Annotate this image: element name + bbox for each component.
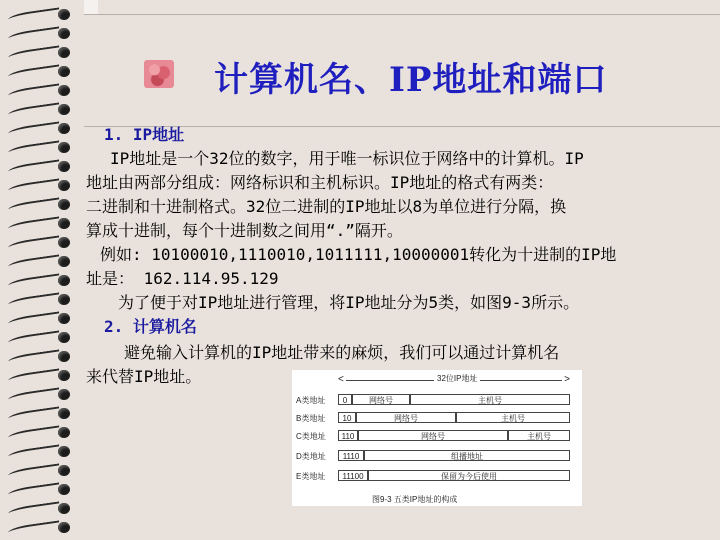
binder-rings xyxy=(0,0,80,540)
arrow-left-icon: < xyxy=(338,374,344,385)
section-1-heading: 1. IP地址 xyxy=(104,125,185,144)
binder-ring-icon xyxy=(8,483,78,497)
section-2-heading: 2. 计算机名 xyxy=(104,317,197,336)
binder-ring-icon xyxy=(8,255,78,269)
binder-ring-icon xyxy=(8,84,78,98)
binder-ring-icon xyxy=(8,388,78,402)
ip-class-figure xyxy=(292,370,582,506)
binder-ring-icon xyxy=(8,198,78,212)
class-d-row: D类地址 1110 组播地址 xyxy=(292,450,582,463)
binder-ring-icon xyxy=(8,274,78,288)
page-corner xyxy=(84,0,98,14)
flower-icon xyxy=(144,60,174,88)
paragraph-line: 例如: 10100010,1110010,1011111,10000001转化为十进制的IP地 xyxy=(100,245,617,264)
bit-width-indicator xyxy=(338,374,570,384)
class-c-row: C类地址 110 网络号 主机号 xyxy=(292,430,582,443)
binder-ring-icon xyxy=(8,103,78,117)
class-b-row: B类地址 10 网络号 主机号 xyxy=(292,412,582,425)
paragraph-line: 来代替IP地址。 xyxy=(86,367,202,386)
binder-ring-icon xyxy=(8,46,78,60)
binder-ring-icon xyxy=(8,122,78,136)
binder-ring-icon xyxy=(8,217,78,231)
binder-ring-icon xyxy=(8,369,78,383)
paragraph-line: IP地址是一个32位的数字，用于唯一标识位于网络中的计算机。IP xyxy=(110,149,584,168)
binder-ring-icon xyxy=(8,350,78,364)
paragraph-line: 为了便于对IP地址进行管理，将IP地址分为5类，如图9-3所示。 xyxy=(118,293,580,312)
arrow-right-icon: > xyxy=(564,374,570,385)
binder-ring-icon xyxy=(8,141,78,155)
binder-ring-icon xyxy=(8,160,78,174)
binder-ring-icon xyxy=(8,65,78,79)
binder-ring-icon xyxy=(8,236,78,250)
binder-ring-icon xyxy=(8,331,78,345)
binder-ring-icon xyxy=(8,312,78,326)
paragraph-line: 二进制和十进制格式。32位二进制的IP地址以8为单位进行分隔，换 xyxy=(86,197,567,216)
binder-ring-icon xyxy=(8,445,78,459)
paragraph-line: 地址由两部分组成：网络标识和主机标识。IP地址的格式有两类： xyxy=(86,173,554,192)
binder-ring-icon xyxy=(8,293,78,307)
paragraph-line: 避免输入计算机的IP地址带来的麻烦，我们可以通过计算机名 xyxy=(124,343,560,362)
binder-ring-icon xyxy=(8,407,78,421)
figure-caption: 图9-3 五类IP地址的构成 xyxy=(372,495,458,504)
bit-width-label: 32位IP地址 xyxy=(434,373,480,384)
paragraph-line: 址是： 162.114.95.129 xyxy=(86,269,279,288)
binder-ring-icon xyxy=(8,8,78,22)
slide-title: 计算机名、IP地址和端口 xyxy=(214,60,608,100)
binder-ring-icon xyxy=(8,464,78,478)
binder-ring-icon xyxy=(8,27,78,41)
binder-ring-icon xyxy=(8,502,78,516)
class-a-row: A类地址 0 网络号 主机号 xyxy=(292,394,582,407)
binder-ring-icon xyxy=(8,179,78,193)
top-divider xyxy=(84,14,720,15)
class-e-row: E类地址 11100 保留为今后使用 xyxy=(292,470,582,483)
binder-ring-icon xyxy=(8,426,78,440)
binder-ring-icon xyxy=(8,521,78,535)
paragraph-line: 算成十进制，每个十进制数之间用“.”隔开。 xyxy=(86,221,403,240)
